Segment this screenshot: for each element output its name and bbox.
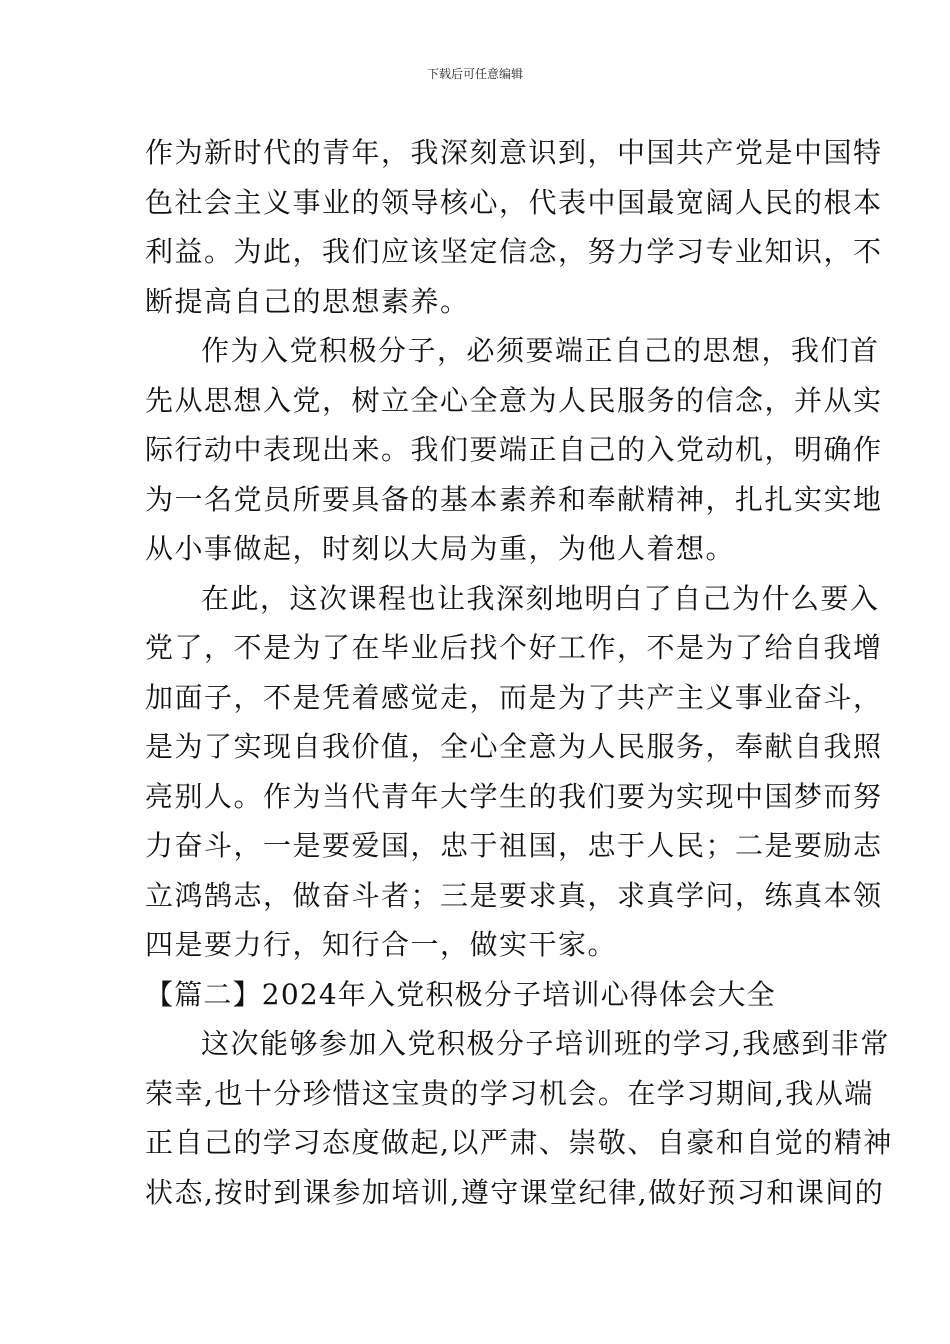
paragraph-line: 加面子，不是凭着感觉走，而是为了共产主义事业奋斗， — [145, 680, 883, 714]
paragraph-line: 作为入党积极分子，必须要端正自己的思想，我们首 — [201, 334, 880, 367]
section-paragraph — [145, 1019, 893, 1217]
paragraph-1 — [145, 128, 883, 326]
paragraph-line: 作为新时代的青年，我深刻意识到，中国共产党是中国特 — [145, 136, 883, 169]
paragraph-line: 断提高自己的思想素养。 — [145, 284, 470, 318]
paragraph-line: 党了，不是为了在毕业后找个好工作，不是为了给自我增 — [145, 631, 883, 664]
page-header: 下载后可任意编辑 — [426, 67, 523, 81]
paragraph-line: 正自己的学习态度做起,以严肃、崇敬、自豪和自觉的精神 — [145, 1126, 893, 1159]
paragraph-line: 色社会主义事业的领导核心，代表中国最宽阔人民的根本 — [145, 185, 883, 219]
paragraph-line: 先从思想入党，树立全心全意为人民服务的信念，并从实 — [145, 383, 883, 417]
paragraph-line: 是为了实现自我价值，全心全意为人民服务，奉献自我照 — [145, 730, 883, 763]
paragraph-line: 际行动中表现出来。我们要端正自己的入党动机，明确作 — [145, 433, 883, 466]
paragraph-line: 在此，这次课程也让我深刻地明白了自己为什么要入 — [201, 581, 880, 615]
paragraph-line: 为一名党员所要具备的基本素养和奉献精神，扎扎实实地 — [145, 482, 883, 516]
paragraph-3 — [145, 574, 883, 970]
paragraph-line: 状态,按时到课参加培训,遵守课堂纪律,做好预习和课间的 — [145, 1175, 885, 1209]
paragraph-line: 荣幸,也十分珍惜这宝贵的学习机会。在学习期间,我从端 — [145, 1076, 874, 1110]
paragraph-line: 立鸿鹄志，做奋斗者；三是要求真，求真学问，练真本领 — [145, 878, 883, 912]
paragraph-line: 从小事做起，时刻以大局为重，为他人着想。 — [145, 532, 736, 565]
section-heading: 【篇二】2024年入党积极分子培训心得体会大全 — [145, 977, 776, 1011]
paragraph-line: 力奋斗，一是要爱国，忠于祖国，忠于人民；二是要励志 — [145, 829, 883, 862]
paragraph-line: 利益。为此，我们应该坚定信念，努力学习专业知识，不 — [145, 235, 883, 268]
paragraph-line: 亮别人。作为当代青年大学生的我们要为实现中国梦而努 — [145, 779, 883, 813]
paragraph-line: 这次能够参加入党积极分子培训班的学习,我感到非常 — [201, 1027, 890, 1060]
paragraph-line: 四是要力行，知行合一，做实干家。 — [145, 928, 618, 961]
document-body — [145, 128, 893, 1217]
paragraph-2 — [145, 326, 883, 574]
